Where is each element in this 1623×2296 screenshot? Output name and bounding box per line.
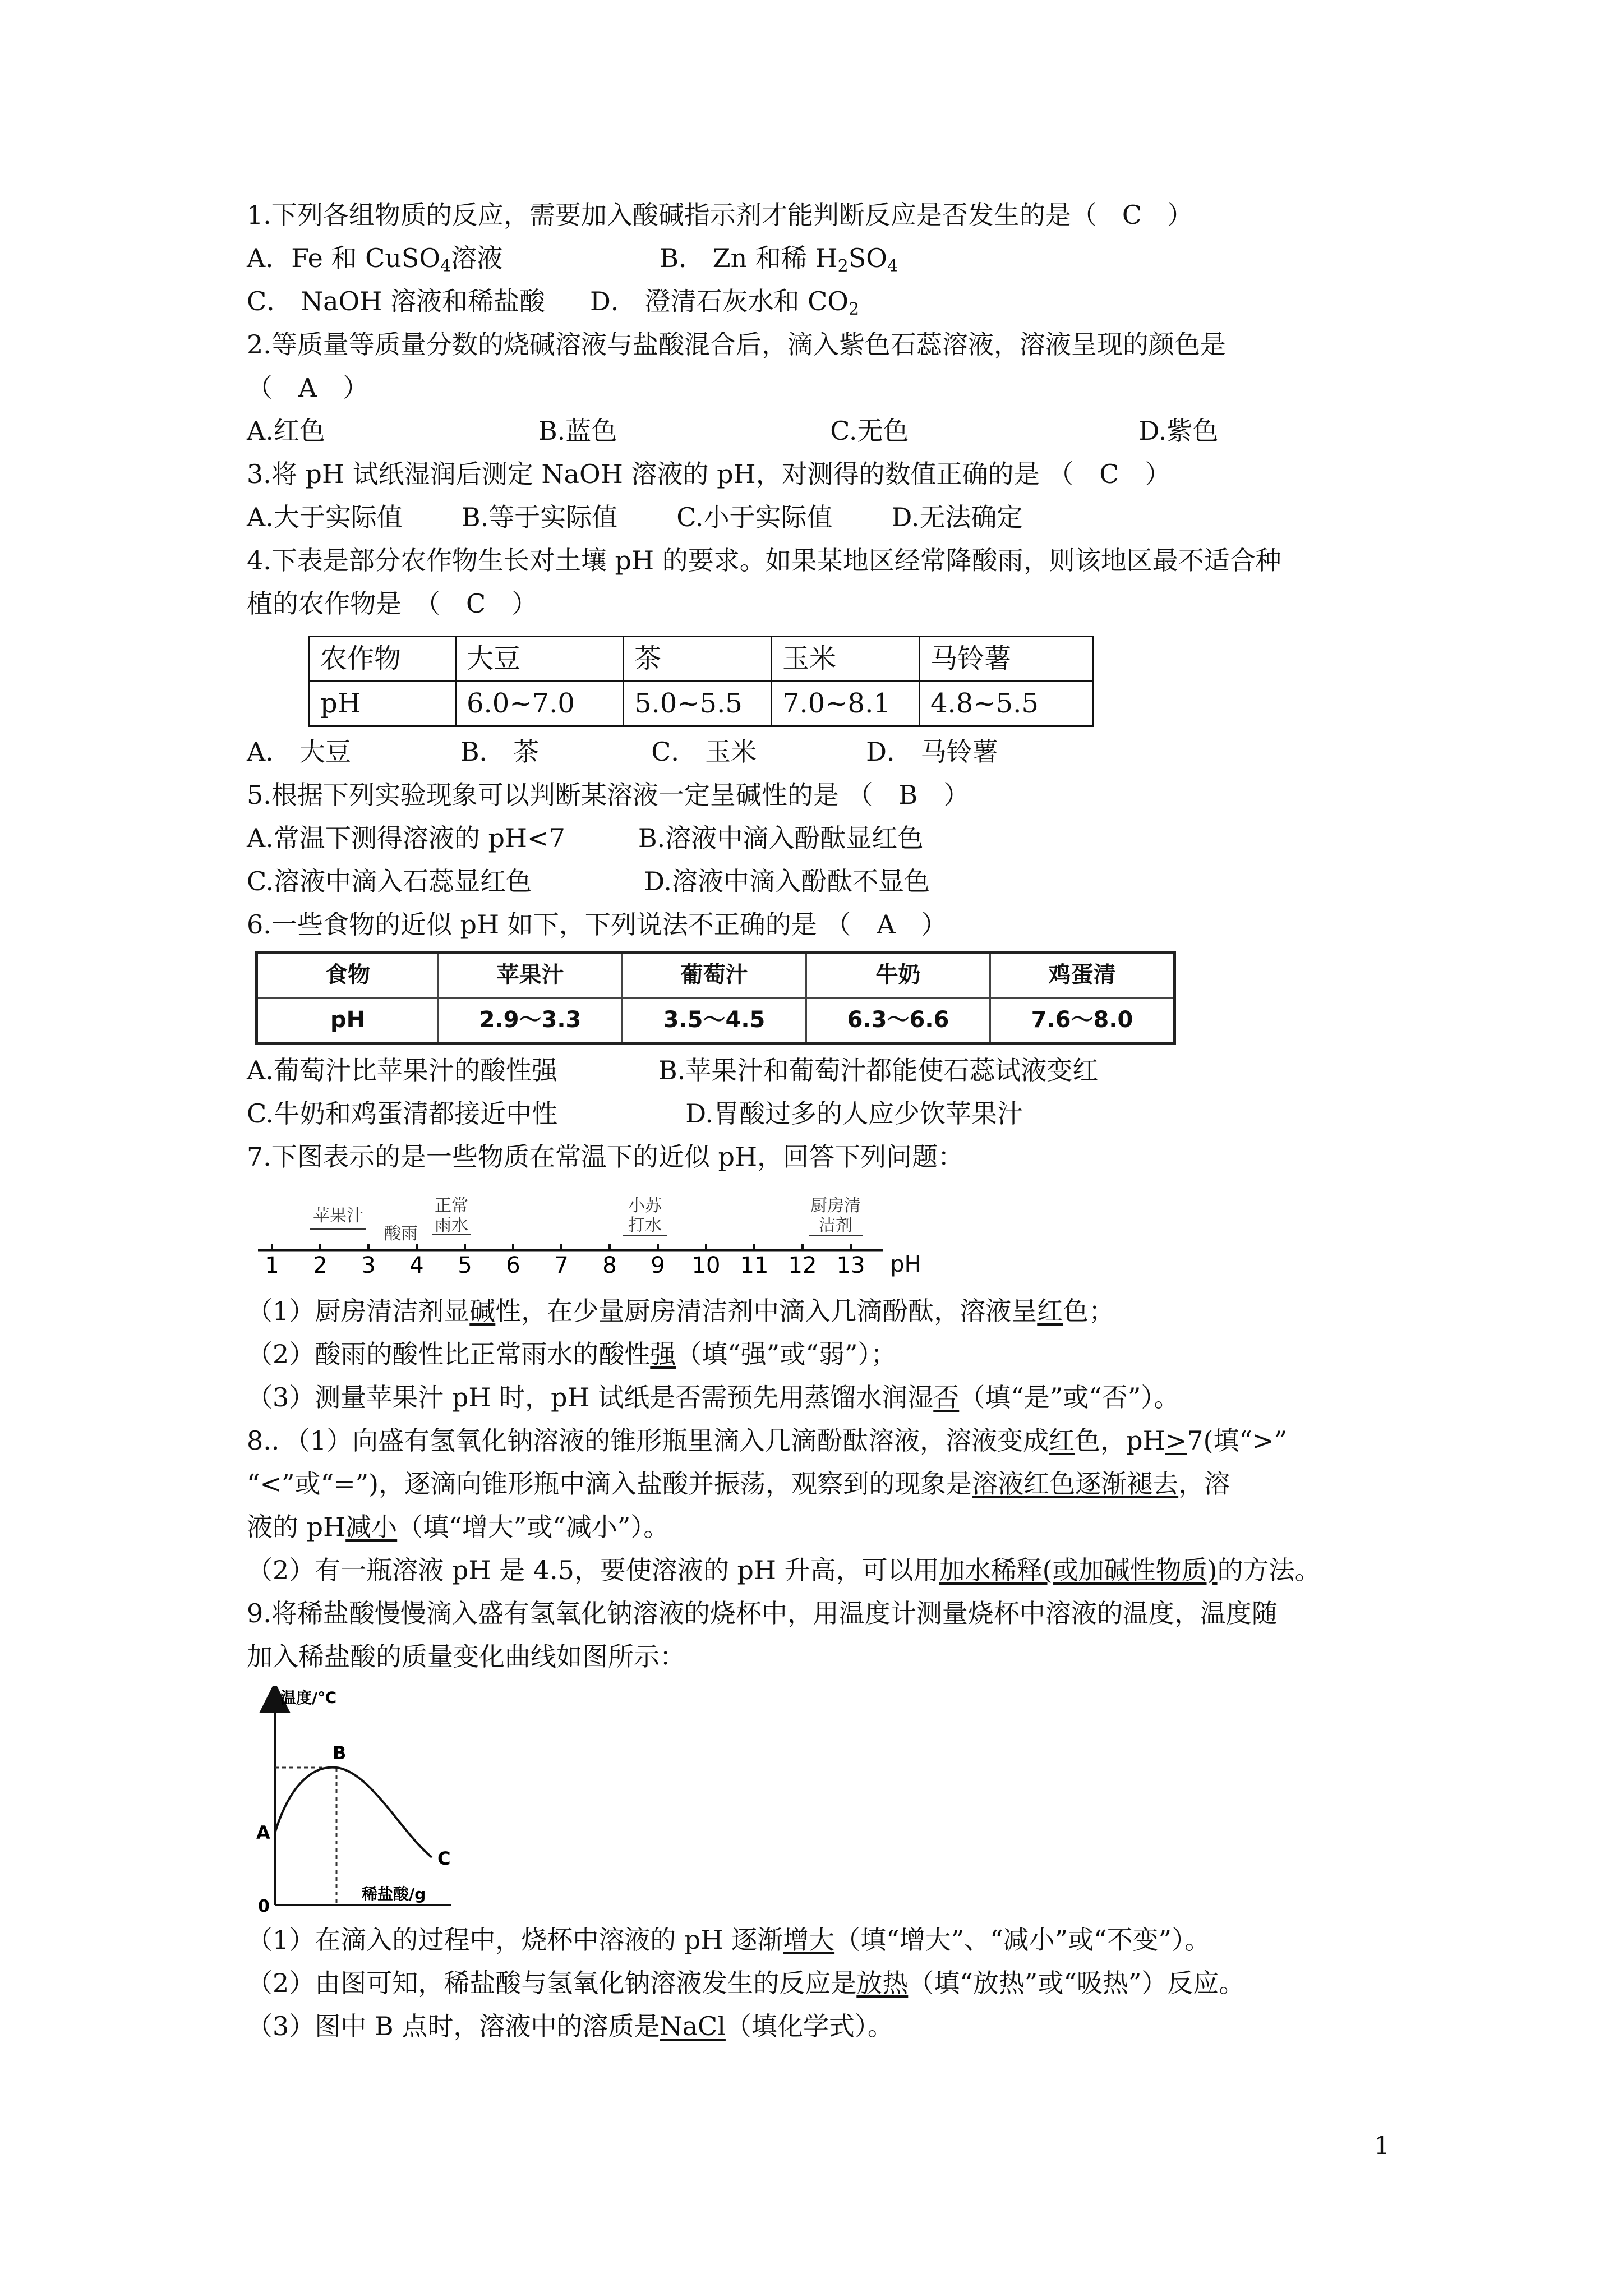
table-row	[257, 953, 1175, 998]
q6-option-b: B.苹果汁和葡萄汁都能使石蕊试液变红	[658, 1055, 1099, 1085]
q9-part1: （1）在滴入的过程中，烧杯中溶液的 pH 逐渐增大（填“增大”、“减小”或“不变”）。	[247, 1925, 1211, 1955]
q3-option-b: B.等于实际值	[461, 502, 618, 532]
table-cell: 马铃薯	[920, 637, 1093, 682]
ph-unit-label: pH	[890, 1251, 921, 1277]
table-cell: 牛奶	[806, 953, 990, 998]
graph-ylabel: 温度/℃	[280, 1688, 337, 1707]
q2-option-a: A.红色	[247, 416, 325, 446]
q6-stem: 6.一些食物的近似 pH 如下，下列说法不正确的是 （ A ）	[247, 909, 947, 940]
q1-options-cd	[247, 280, 1402, 323]
q8-answer-4: 减小	[345, 1512, 398, 1542]
q8-answer-2: >	[1165, 1425, 1187, 1456]
q8-line-1: 8.．（1）向盛有氢氧化钠溶液的锥形瓶里滴入几滴酚酞溶液，溶液变成红色，pH>7(填“>”	[247, 1425, 1288, 1456]
q6-option-d: D.胃酸过多的人应少饮苹果汁	[685, 1098, 1023, 1129]
table-cell: 鸡蛋清	[990, 953, 1175, 998]
q5-option-d: D.溶液中滴入酚酞不显色	[644, 866, 930, 896]
table-cell: 4.8~5.5	[920, 682, 1093, 726]
q7-part2: （2）酸雨的酸性比正常雨水的酸性强（填“强”或“弱”）；	[247, 1339, 897, 1369]
q2-option-d: D.紫色	[1138, 416, 1219, 446]
q9-stem-1: 9.将稀盐酸慢慢滴入盛有氢氧化钠溶液的烧杯中，用温度计测量烧杯中溶液的温度，温度随	[247, 1598, 1278, 1628]
q5-option-c: C.溶液中滴入石蕊显红色	[247, 866, 532, 896]
q2-option-b: B.蓝色	[538, 416, 617, 446]
table-cell: 葡萄汁	[623, 953, 806, 998]
table-cell: 苹果汁	[439, 953, 623, 998]
q3-option-c: C.小于实际值	[676, 502, 833, 532]
q8-line-2: “<”或“=”)，逐滴向锥形瓶中滴入盐酸并振荡，观察到的现象是溶液红色逐渐褪去，溶	[247, 1469, 1230, 1499]
label-normal-rain-1: 正常	[435, 1196, 468, 1216]
table-cell: 玉米	[772, 637, 920, 682]
q4-stem-1: 4.下表是部分农作物生长对土壤 pH 的要求。如果某地区经常降酸雨，则该地区最不适合种	[247, 545, 1281, 576]
table-cell: 5.0~5.5	[624, 682, 772, 726]
q2-option-c: C.无色	[830, 416, 909, 446]
q6-options-ab	[247, 1049, 1402, 1092]
label-cleaner-2: 洁剂	[819, 1216, 852, 1235]
q4-option-a: A． 大豆	[247, 737, 351, 767]
label-cleaner-1: 厨房清	[810, 1196, 861, 1216]
label-soda-2: 打水	[628, 1216, 662, 1235]
table-cell: pH	[257, 998, 439, 1043]
food-ph-table	[255, 951, 1176, 1045]
q7-part1: （1）厨房清洁剂显碱性，在少量厨房清洁剂中滴入几滴酚酞，溶液呈红色；	[247, 1296, 1115, 1326]
crop-ph-table	[308, 636, 1094, 727]
table-cell: 食物	[257, 953, 439, 998]
q2-answer: （ A ）	[247, 372, 369, 403]
q7-answer-4: 否	[933, 1382, 960, 1412]
graph-point-b: B	[333, 1742, 347, 1764]
ph-tick-label: 11	[740, 1253, 769, 1278]
q9-part3: （3）图中 B 点时，溶液中的溶质是NaCl（填化学式）。	[247, 2011, 893, 2041]
table-cell: 7.0~8.1	[772, 682, 920, 726]
q3-option-a: A.大于实际值	[247, 502, 403, 532]
table-cell: pH	[310, 682, 456, 726]
table-cell: 6.3～6.6	[806, 998, 990, 1043]
q5-options-ab	[247, 817, 1402, 860]
q9-part2: （2）由图可知，稀盐酸与氢氧化钠溶液发生的反应是放热（填“放热”或“吸热”）反应。	[247, 1968, 1245, 1998]
q1-option-a: A．Fe 和 CuSO$_4$溶液	[247, 243, 503, 276]
q4-option-c: C． 玉米	[651, 737, 757, 767]
graph-origin: 0	[258, 1897, 270, 1916]
ph-tick-label: 2	[313, 1253, 328, 1278]
graph-point-a: A	[256, 1822, 270, 1843]
q1-option-d: D． 澄清石灰水和 $CO_2$	[589, 286, 860, 319]
q7-answer-2: 红	[1037, 1296, 1063, 1326]
table-row	[257, 998, 1175, 1043]
q5-option-b: B.溶液中滴入酚酞显红色	[638, 823, 924, 853]
table-cell: 7.6～8.0	[990, 998, 1175, 1043]
q4-stem-2: 植的农作物是 （ C ）	[247, 588, 538, 619]
q9-answer-3: NaCl	[660, 2011, 726, 2041]
q5-stem: 5.根据下列实验现象可以判断某溶液一定呈碱性的是 （ B ）	[247, 780, 970, 810]
page-number: 1	[1374, 2132, 1390, 2160]
q8-answer-5: 加水稀释(或加碱性物质)	[939, 1555, 1218, 1585]
q1-stem-text: 1.下列各组物质的反应，需要加入酸碱指示剂才能判断反应是否发生的是（	[247, 200, 1097, 230]
q6-options-cd	[247, 1092, 1402, 1135]
table-row	[310, 637, 1093, 682]
table-cell: 农作物	[310, 637, 456, 682]
table-cell: 2.9～3.3	[439, 998, 623, 1043]
q5-option-a: A.常温下测得溶液的 pH<7	[247, 823, 565, 853]
table-cell: 6.0~7.0	[456, 682, 624, 726]
q7-part3: （3）测量苹果汁 pH 时，pH 试纸是否需预先用蒸馏水润湿否（填“是”或“否”）。	[247, 1382, 1180, 1412]
q1-option-b: B． Zn 和稀 $H_2SO_4$	[660, 243, 898, 276]
q6-option-a: A.葡萄汁比苹果汁的酸性强	[247, 1055, 557, 1085]
ph-tick-label: 5	[458, 1253, 472, 1278]
q3-stem: 3.将 pH 试纸湿润后测定 NaOH 溶液的 pH，对测得的数值正确的是 （ C ）	[247, 459, 1171, 489]
q1-option-c: C． NaOH 溶液和稀盐酸	[247, 286, 545, 316]
ph-tick-label: 8	[602, 1253, 617, 1278]
q7-answer-1: 碱	[469, 1296, 496, 1326]
graph-point-c: C	[437, 1848, 451, 1869]
q1-stem	[247, 194, 1402, 237]
worksheet-page	[247, 194, 1402, 2048]
table-row	[310, 682, 1093, 726]
q4-option-b: B． 茶	[460, 737, 540, 767]
label-apple-juice: 苹果汁	[313, 1206, 363, 1226]
q9-answer-2: 放热	[856, 1968, 909, 1998]
q7-answer-3: 强	[650, 1339, 676, 1369]
q4-option-d: D． 马铃薯	[866, 737, 998, 767]
q3-options	[247, 496, 1402, 539]
ph-scale-figure	[247, 1189, 953, 1290]
q8-answer-3: 溶液红色逐渐褪去	[972, 1469, 1179, 1499]
ph-tick-label: 7	[554, 1253, 569, 1278]
q1-options-ab	[247, 237, 1402, 280]
table-cell: 茶	[624, 637, 772, 682]
q4-options	[247, 730, 1402, 774]
q6-option-c: C.牛奶和鸡蛋清都接近中性	[247, 1098, 558, 1129]
q3-option-d: D.无法确定	[891, 502, 1023, 532]
label-acid-rain: 酸雨	[384, 1224, 418, 1244]
q8-line-3: 液的 pH减小（填“增大”或“减小”）。	[247, 1512, 670, 1542]
q7-stem: 7.下图表示的是一些物质在常温下的近似 pH，回答下列问题：	[247, 1142, 964, 1172]
ph-tick-label: 12	[788, 1253, 817, 1278]
temperature-curve	[275, 1768, 432, 1857]
q2-options	[247, 409, 1402, 453]
label-soda-1: 小苏	[628, 1196, 662, 1216]
q1-close: ）	[1167, 200, 1193, 230]
q8-answer-1: 红	[1049, 1425, 1075, 1456]
q5-options-cd	[247, 860, 1402, 903]
q9-stem-2: 加入稀盐酸的质量变化曲线如图所示：	[247, 1641, 685, 1672]
ph-tick-label: 4	[409, 1253, 424, 1278]
ph-tick-label: 13	[836, 1253, 865, 1278]
label-normal-rain-2: 雨水	[435, 1216, 468, 1235]
table-cell: 大豆	[456, 637, 624, 682]
ph-tick-label: 1	[265, 1253, 279, 1278]
q1-answer: C	[1122, 200, 1142, 230]
q9-answer-1: 增大	[783, 1925, 835, 1955]
q8-line-4: （2）有一瓶溶液 pH 是 4.5，要使溶液的 pH 升高，可以用加水稀释(或加碱性物质)的方法。	[247, 1555, 1321, 1585]
ph-tick-label: 10	[691, 1253, 721, 1278]
temperature-graph	[250, 1686, 485, 1916]
ph-tick-label: 9	[651, 1253, 665, 1278]
ph-tick-label: 3	[361, 1253, 376, 1278]
ph-tick-label: 6	[506, 1253, 520, 1278]
table-cell: 3.5～4.5	[623, 998, 806, 1043]
graph-xlabel: 稀盐酸/g	[362, 1885, 426, 1903]
q2-stem: 2.等质量等质量分数的烧碱溶液与盐酸混合后，滴入紫色石蕊溶液，溶液呈现的颜色是	[247, 329, 1226, 360]
